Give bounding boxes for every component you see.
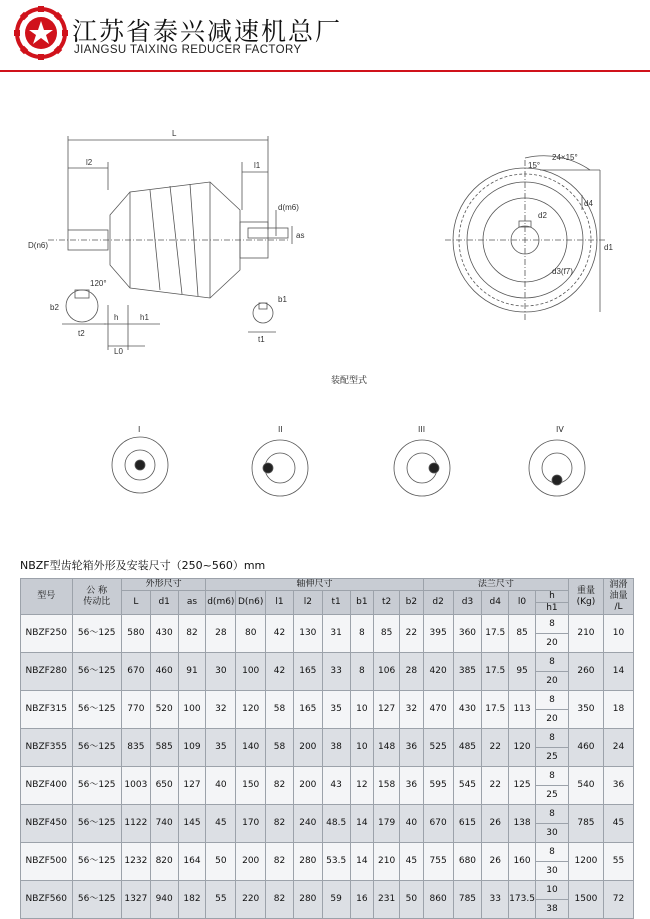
- cell-d3: 615: [453, 805, 482, 843]
- cell-oil: 10: [603, 615, 633, 653]
- cell-d3: 785: [453, 881, 482, 919]
- cell-weight: 1200: [568, 843, 603, 881]
- label-L0: L0: [114, 347, 123, 356]
- cell-t2: 231: [374, 881, 400, 919]
- cell-oil: 55: [603, 843, 633, 881]
- cell-D: 200: [236, 843, 266, 881]
- cell-b2: 36: [399, 767, 423, 805]
- cell-b2: 40: [399, 805, 423, 843]
- company-name-en: JIANGSU TAIXING REDUCER FACTORY: [74, 44, 302, 56]
- cell-l1: 42: [266, 615, 294, 653]
- technical-drawings: [0, 110, 650, 530]
- cell-l0: 138: [509, 805, 536, 843]
- label-d4: d4: [584, 199, 593, 208]
- th-h1: h1: [535, 603, 568, 615]
- th-d2: d2: [423, 591, 453, 615]
- cell-h: 8: [535, 805, 568, 824]
- cell-t2: 179: [374, 805, 400, 843]
- cell-D: 80: [236, 615, 266, 653]
- cell-h1: 20: [535, 710, 568, 729]
- cell-d: 50: [206, 843, 236, 881]
- cell-h1: 25: [535, 786, 568, 805]
- cell-oil: 18: [603, 691, 633, 729]
- label-l2: l2: [86, 158, 93, 167]
- th-flange: 法兰尺寸: [423, 579, 568, 591]
- assembly-form-3: [394, 440, 450, 496]
- cell-l1: 82: [266, 843, 294, 881]
- cell-weight: 1500: [568, 881, 603, 919]
- cell-h: 8: [535, 691, 568, 710]
- cell-b1: 16: [350, 881, 374, 919]
- cell-t1: 53.5: [322, 843, 350, 881]
- cell-l2: 165: [293, 691, 322, 729]
- cell-h1: 20: [535, 634, 568, 653]
- cell-model: NBZF560: [21, 881, 73, 919]
- cell-t1: 35: [322, 691, 350, 729]
- th-weight: 重量 (Kg): [568, 579, 603, 615]
- cell-b2: 28: [399, 653, 423, 691]
- cell-d2: 470: [423, 691, 453, 729]
- cell-b2: 36: [399, 729, 423, 767]
- assembly-form-4: [529, 440, 585, 496]
- cell-d: 28: [206, 615, 236, 653]
- cell-oil: 72: [603, 881, 633, 919]
- cell-weight: 785: [568, 805, 603, 843]
- cell-d: 45: [206, 805, 236, 843]
- cell-t1: 43: [322, 767, 350, 805]
- cell-b1: 10: [350, 691, 374, 729]
- cell-d4: 22: [482, 767, 509, 805]
- cell-model: NBZF400: [21, 767, 73, 805]
- label-D-n6: D(n6): [28, 241, 49, 250]
- label-l1: l1: [254, 161, 261, 170]
- cell-h: 8: [535, 729, 568, 748]
- cell-b1: 8: [350, 653, 374, 691]
- cell-as: 109: [178, 729, 206, 767]
- cell-d2: 420: [423, 653, 453, 691]
- cell-ratio: 56～125: [72, 805, 121, 843]
- cell-D: 220: [236, 881, 266, 919]
- cell-t2: 148: [374, 729, 400, 767]
- cell-L: 1122: [121, 805, 150, 843]
- cell-l0: 120: [509, 729, 536, 767]
- cell-as: 145: [178, 805, 206, 843]
- label-15: 15°: [528, 161, 541, 170]
- flange-view-drawing: [445, 156, 605, 320]
- cell-ratio: 56～125: [72, 767, 121, 805]
- th-D-n6: D(n6): [236, 591, 266, 615]
- header-divider: [0, 70, 650, 72]
- cell-L: 1232: [121, 843, 150, 881]
- cell-l2: 200: [293, 767, 322, 805]
- cell-ratio: 56～125: [72, 843, 121, 881]
- cell-d1: 430: [150, 615, 178, 653]
- cell-L: 670: [121, 653, 150, 691]
- cell-t1: 59: [322, 881, 350, 919]
- label-t1: t1: [258, 335, 265, 344]
- cell-oil: 45: [603, 805, 633, 843]
- cell-d4: 17.5: [482, 691, 509, 729]
- cell-ratio: 56～125: [72, 691, 121, 729]
- cell-b1: 14: [350, 843, 374, 881]
- cell-as: 91: [178, 653, 206, 691]
- cell-d1: 520: [150, 691, 178, 729]
- cell-l1: 82: [266, 881, 294, 919]
- th-outer: 外形尺寸: [121, 579, 205, 591]
- flange-view-labels: [528, 153, 613, 276]
- cell-t1: 48.5: [322, 805, 350, 843]
- cell-ratio: 56～125: [72, 881, 121, 919]
- cell-d3: 430: [453, 691, 482, 729]
- cell-d4: 17.5: [482, 615, 509, 653]
- cell-h: 8: [535, 843, 568, 862]
- label-d2: d2: [538, 211, 547, 220]
- cell-weight: 260: [568, 653, 603, 691]
- cell-d1: 460: [150, 653, 178, 691]
- cell-l0: 125: [509, 767, 536, 805]
- cell-d1: 650: [150, 767, 178, 805]
- cell-d2: 755: [423, 843, 453, 881]
- cell-model: NBZF250: [21, 615, 73, 653]
- cell-d2: 395: [423, 615, 453, 653]
- cell-L: 1003: [121, 767, 150, 805]
- cell-l0: 95: [509, 653, 536, 691]
- cell-d3: 385: [453, 653, 482, 691]
- table-row: [21, 767, 634, 786]
- cell-D: 120: [236, 691, 266, 729]
- cell-d4: 26: [482, 843, 509, 881]
- cell-l2: 200: [293, 729, 322, 767]
- cell-b1: 8: [350, 615, 374, 653]
- cell-b2: 45: [399, 843, 423, 881]
- label-h: h: [114, 313, 119, 322]
- cell-L: 1327: [121, 881, 150, 919]
- cell-ratio: 56～125: [72, 615, 121, 653]
- cell-oil: 14: [603, 653, 633, 691]
- cell-d1: 740: [150, 805, 178, 843]
- cell-weight: 210: [568, 615, 603, 653]
- cell-h: 8: [535, 653, 568, 672]
- cell-L: 835: [121, 729, 150, 767]
- th-b1: b1: [350, 591, 374, 615]
- table-row: [21, 843, 634, 862]
- table-row: [21, 881, 634, 900]
- th-d1: d1: [150, 591, 178, 615]
- table-row: [21, 729, 634, 748]
- cell-l1: 58: [266, 729, 294, 767]
- label-L: L: [172, 129, 177, 138]
- cell-d4: 17.5: [482, 653, 509, 691]
- cell-weight: 540: [568, 767, 603, 805]
- cell-l0: 113: [509, 691, 536, 729]
- cell-model: NBZF280: [21, 653, 73, 691]
- page-header: [0, 0, 650, 72]
- label-120: 120°: [90, 279, 107, 288]
- cell-t2: 210: [374, 843, 400, 881]
- cell-oil: 24: [603, 729, 633, 767]
- cell-as: 100: [178, 691, 206, 729]
- cell-d2: 670: [423, 805, 453, 843]
- cell-d3: 360: [453, 615, 482, 653]
- cell-l2: 280: [293, 843, 322, 881]
- label-b2: b2: [50, 303, 59, 312]
- cell-b1: 12: [350, 767, 374, 805]
- cell-l0: 85: [509, 615, 536, 653]
- cell-D: 170: [236, 805, 266, 843]
- cell-d: 30: [206, 653, 236, 691]
- th-l0: l0: [509, 591, 536, 615]
- table-title: NBZF型齿轮箱外形及安装尺寸（250~560）mm: [20, 559, 266, 572]
- cell-d: 32: [206, 691, 236, 729]
- label-t2: t2: [78, 329, 85, 338]
- cell-l2: 165: [293, 653, 322, 691]
- cell-model: NBZF500: [21, 843, 73, 881]
- cell-d1: 820: [150, 843, 178, 881]
- label-b1: b1: [278, 295, 287, 304]
- cell-h1: 20: [535, 672, 568, 691]
- cell-d4: 26: [482, 805, 509, 843]
- th-ratio: 公 称 传动比: [72, 579, 121, 615]
- cell-h1: 30: [535, 824, 568, 843]
- cell-model: NBZF450: [21, 805, 73, 843]
- cell-l2: 130: [293, 615, 322, 653]
- cell-l1: 82: [266, 767, 294, 805]
- assembly-form-1: [112, 437, 168, 493]
- cell-h: 10: [535, 881, 568, 900]
- assembly-form-labels: [138, 425, 564, 434]
- cell-t2: 158: [374, 767, 400, 805]
- cell-t1: 38: [322, 729, 350, 767]
- cell-model: NBZF355: [21, 729, 73, 767]
- cell-l0: 160: [509, 843, 536, 881]
- th-d4: d4: [482, 591, 509, 615]
- cell-t2: 85: [374, 615, 400, 653]
- side-view-labels: [28, 129, 304, 356]
- cell-weight: 350: [568, 691, 603, 729]
- cell-h1: 30: [535, 862, 568, 881]
- label-h1: h1: [140, 313, 149, 322]
- label-d1: d1: [604, 243, 613, 252]
- cell-d2: 595: [423, 767, 453, 805]
- th-d3: d3: [453, 591, 482, 615]
- dimension-table: [20, 578, 634, 919]
- cell-weight: 460: [568, 729, 603, 767]
- form-label-3: III: [418, 425, 426, 434]
- cell-d: 55: [206, 881, 236, 919]
- th-as: as: [178, 591, 206, 615]
- cell-D: 100: [236, 653, 266, 691]
- th-model: 型号: [21, 579, 73, 615]
- table-row: [21, 691, 634, 710]
- cell-b2: 50: [399, 881, 423, 919]
- assembly-caption: 装配型式: [331, 376, 368, 386]
- cell-t2: 127: [374, 691, 400, 729]
- cell-l1: 82: [266, 805, 294, 843]
- cell-h: 8: [535, 615, 568, 634]
- cell-d2: 525: [423, 729, 453, 767]
- th-h: h: [535, 591, 568, 603]
- table-row: [21, 805, 634, 824]
- cell-d: 40: [206, 767, 236, 805]
- cell-d3: 680: [453, 843, 482, 881]
- cell-l1: 58: [266, 691, 294, 729]
- drawing-canvas: [0, 110, 650, 530]
- cell-oil: 36: [603, 767, 633, 805]
- cell-as: 164: [178, 843, 206, 881]
- cell-d2: 860: [423, 881, 453, 919]
- cell-D: 150: [236, 767, 266, 805]
- th-oil: 润滑 油量 /L: [603, 579, 633, 615]
- assembly-form-2: [252, 440, 308, 496]
- cell-as: 82: [178, 615, 206, 653]
- form-label-2: II: [278, 425, 283, 434]
- cell-b1: 14: [350, 805, 374, 843]
- cell-as: 182: [178, 881, 206, 919]
- cell-D: 140: [236, 729, 266, 767]
- th-l2: l2: [293, 591, 322, 615]
- cell-d1: 940: [150, 881, 178, 919]
- table-row: [21, 615, 634, 634]
- th-l1: l1: [266, 591, 294, 615]
- cell-l2: 280: [293, 881, 322, 919]
- th-t2: t2: [374, 591, 400, 615]
- cell-d4: 33: [482, 881, 509, 919]
- company-name-cn: 江苏省泰兴减速机总厂: [72, 17, 343, 46]
- cell-d3: 485: [453, 729, 482, 767]
- th-L: L: [121, 591, 150, 615]
- cell-d3: 545: [453, 767, 482, 805]
- table-body: [21, 615, 634, 919]
- company-logo: [14, 6, 68, 60]
- cell-model: NBZF315: [21, 691, 73, 729]
- th-shaft: 轴伸尺寸: [206, 579, 423, 591]
- th-b2: b2: [399, 591, 423, 615]
- label-d-m6: d(m6): [278, 203, 299, 212]
- form-label-1: I: [138, 425, 141, 434]
- cell-ratio: 56～125: [72, 729, 121, 767]
- cell-h: 8: [535, 767, 568, 786]
- cell-t2: 106: [374, 653, 400, 691]
- cell-l1: 42: [266, 653, 294, 691]
- cell-b2: 22: [399, 615, 423, 653]
- cell-L: 580: [121, 615, 150, 653]
- cell-d1: 585: [150, 729, 178, 767]
- assembly-forms: [112, 437, 585, 496]
- cell-h1: 38: [535, 900, 568, 919]
- cell-as: 127: [178, 767, 206, 805]
- cell-l0: 173.5: [509, 881, 536, 919]
- cell-d: 35: [206, 729, 236, 767]
- cell-h1: 25: [535, 748, 568, 767]
- th-t1: t1: [322, 591, 350, 615]
- th-d-m6: d(m6): [206, 591, 236, 615]
- cell-t1: 33: [322, 653, 350, 691]
- cell-t1: 31: [322, 615, 350, 653]
- cell-d4: 22: [482, 729, 509, 767]
- table-row: [21, 653, 634, 672]
- label-as: as: [296, 231, 305, 240]
- cell-ratio: 56～125: [72, 653, 121, 691]
- cell-L: 770: [121, 691, 150, 729]
- cell-b2: 32: [399, 691, 423, 729]
- form-label-4: IV: [556, 425, 564, 434]
- label-d3: d3(f7): [552, 267, 573, 276]
- cell-l2: 240: [293, 805, 322, 843]
- cell-b1: 10: [350, 729, 374, 767]
- label-24x15: 24×15°: [552, 153, 578, 162]
